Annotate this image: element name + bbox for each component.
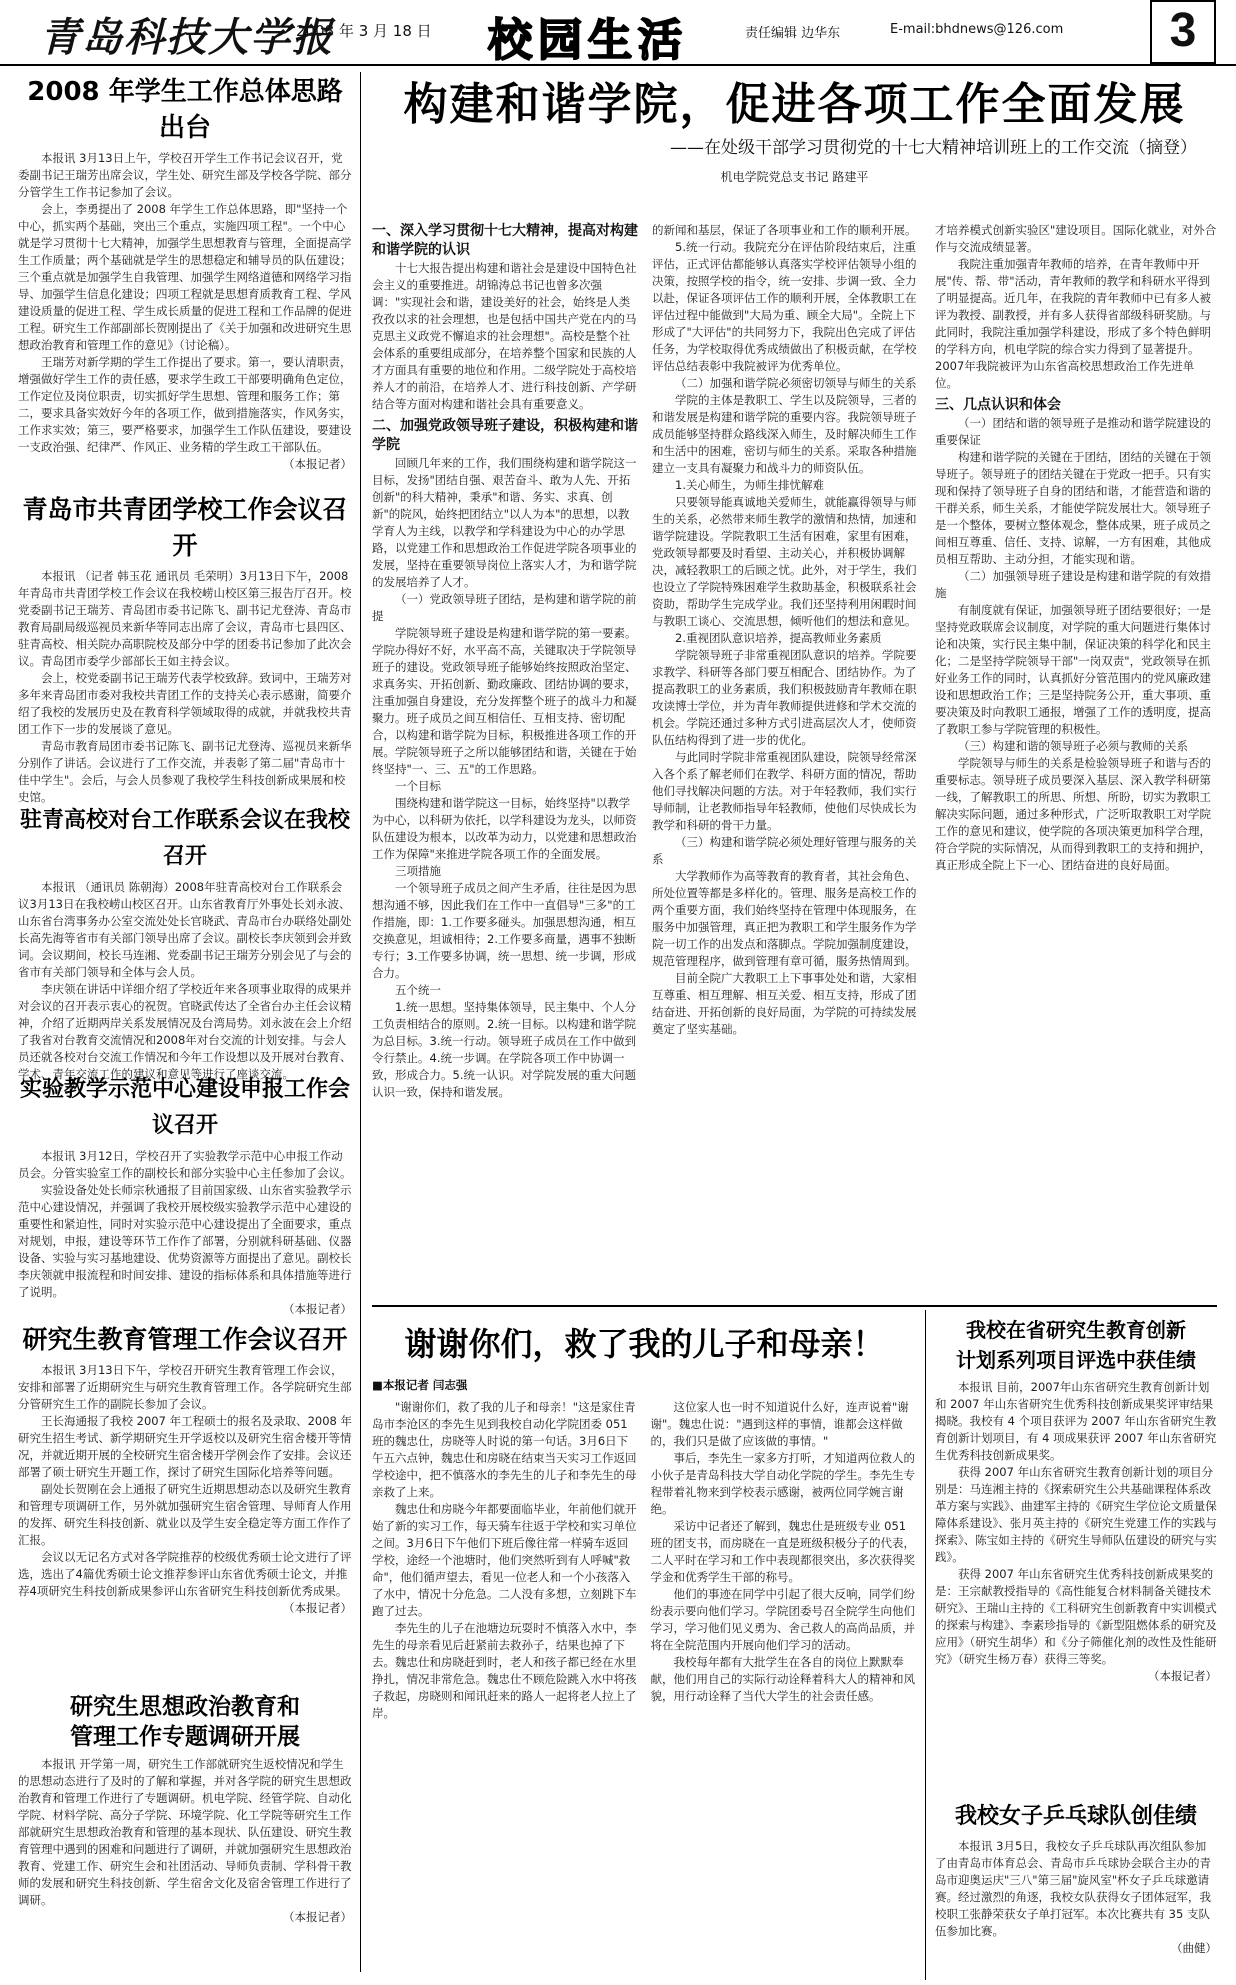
article-paragraph: 与此同时学院非常重视团队建设，院领导经常深入各个系了解老师们在教学、科研方面的情况，帮助他们寻找解决问题的方法。对于年轻教师，我们实行导师制，让老教师指导年轻教师，使他们尽快成长为教学和科研的骨干力量。	[652, 750, 917, 832]
article-paragraph: 1.关心师生，为师生排忧解难	[675, 478, 824, 492]
article-paragraph: 副处长贺刚在会上通报了研究生近期思想动态以及研究生教育和管理专项调研工作，另外就加强研究生宿舍管理、导师育人作用的发挥、研究生科技创新、就业以及学生安全稳定等方面工作作了汇报。	[18, 1482, 352, 1547]
reporter-credit: （本报记者）	[283, 1601, 352, 1615]
reporter-credit: （本报记者）	[283, 1302, 352, 1316]
page-number: 3	[1150, 0, 1216, 64]
article-paragraph: 事后，李先生一家多方打听，才知道两位救人的小伙子是青岛科技大学自动化学院的学生。李先生专程带着礼物来到学校表示感谢，被两位同学婉言谢绝。	[650, 1451, 915, 1516]
article-graduate-research	[18, 1692, 352, 1925]
article-paragraph: 会议以无记名方式对各学院推荐的校级优秀硕士论文进行了评选，选出了4篇优秀硕士论文推荐参评山东省优秀硕士论文，并推荐4项研究生科技创新成果参评山东省研究生科技创新优秀成果。	[18, 1550, 352, 1598]
editor-credit: 责任编辑 边华东	[745, 26, 841, 41]
article-paragraph: 五个统一	[395, 983, 441, 997]
article-paragraph: 学院领导与师生的关系是检验领导班子和谐与否的重要标志。领导班子成员要深入基层、深入教学科研第一线，了解教职工的所思、所想、所盼，切实为教职工解决实际问题，通过多种形式，广泛听取教职工对学院工作的意见和建议，使学院的各项决策更加科学合理，符合学院的实际情况，从而得到教职工的支持和拥护，真正形成全院上下一心、团结奋进的良好局面。	[935, 756, 1211, 872]
article-title: 研究生教育管理工作会议召开	[22, 1325, 348, 1354]
issue-date: 2008 年 3 月 18 日	[296, 22, 432, 40]
article-paragraph: 只要领导能真诚地关爱师生，就能赢得领导与师生的关系，必然带来师生教学的激情和热情，加速和谐学院建设。学院教职工生活有困难，家里有困难，党政领导都要及时看望、主动关心，并积极协调解决，减轻教职工的后顾之忧。此外，对于学生，我们也设立了学院特殊困难学生救助基金，积极联系社会资助，帮助学生完成学业。我们还坚持利用闲暇时间与教职工谈心、交流思想，倾听他们的想法和意见。	[652, 495, 917, 628]
column-rule	[925, 1310, 926, 1980]
article-paragraph: 围绕构建和谐学院这一目标，始终坚持"以教学为中心，以科研为依托，以学科建设为龙头，以师资队伍建设为根本，以改革为动力，以党建和思想政治工作为保障"来推进学院各项工作的全面发展。	[372, 796, 637, 861]
article-paragraph: 1.统一思想。坚持集体领导，民主集中、个人分工负责相结合的原则。2.统一目标。以构建和谐学院为总目标。3.统一行动。领导班子成员在工作中做到令行禁止。4.统一步调。在学院各项工作中协调一致，形成合力。5.统一认识。对学院发展的重大问题认识一致，保持和谐发展。	[372, 1000, 636, 1099]
article-paragraph: 这位家人也一时不知道说什么好，连声说着"谢谢"。魏忠仕说："遇到这样的事情，谁都会这样做的，我们只是做了应该做的事情。"	[650, 1400, 909, 1448]
article-paragraph: 有制度就有保证，加强领导班子团结要很好；一是坚持党政联席会议制度，对学院的重大问题进行集体讨论和决策，实行民主集中制，保证决策的科学化和民主化；二是坚持学院领导干部"一岗双责"，党政领导在抓好业务工作的同时，认真抓好分管范围内的党风廉政建设和思想政治工作；三是坚持院务公开，重大事项、重要决策及时向教职工通报，增强了工作的透明度，提高了教职工参与学院管理的积极性。	[935, 603, 1211, 736]
article-paragraph: 三项措施	[395, 864, 441, 878]
article-paragraph: 我校每年都有大批学生在各自的岗位上默默奉献，他们用自己的实际行动诠释着科大人的精神和风貌，用行动诠释了当代大学生的社会责任感。	[650, 1655, 915, 1703]
article-paragraph: 构建和谐学院的关键在于团结，团结的关键在于领导班子。领导班子的团结关键在于党政一把手。只有实现和保持了领导班子自身的团结和谐，才能营造和谐的干群关系，师生关系，才能使学院发展壮大。领导班子是一个整体，要树立整体观念，整体成果，班子成员之间相互尊重、信任、支持、谅解，一方有困难，其他成员相互帮助、主动分担，才能实现和谐。	[935, 450, 1211, 566]
article-paragraph: 学院的主体是教职工、学生以及院领导，三者的和谐发展是构建和谐学院的重要内容。我院领导班子成员能够坚持群众路线深入师生，及时解决师生工作和生活中的困难，密切与师生的关系。采取各种措施建立一支具有凝聚力和战斗力的师资队伍。	[652, 393, 917, 475]
article-title-line-2: 管理工作专题调研开展	[70, 1724, 300, 1750]
article-paragraph: 本报讯 目前，2007年山东省研究生教育创新计划和 2007 年山东省研究生优秀科技创新成果奖评审结果揭晓。我校有 4 个项目获评为 2007 年山东省研究生教育创新计划项目，有 4 项成果获评 2007 年山东省研究生优秀科技创新成果奖。	[935, 1380, 1217, 1462]
section-title: 校园生活	[488, 15, 688, 66]
article-paragraph: （三）构建和谐学院必须处理好管理与服务的关系	[652, 835, 917, 866]
lead-title: 构建和谐学院，促进各项工作全面发展	[403, 79, 1186, 130]
feature-byline: ■本报记者 闫志强	[372, 1378, 468, 1392]
horizontal-rule	[372, 1305, 1217, 1307]
article-paragraph: 本报讯 （通讯员 陈朝海）2008年驻青高校对台工作联系会议3月13日在我校崂山校区召开。山东省教育厅外事处长刘永波、山东省台湾事务办公室交流处处长官晓武、青岛市台办联络处副处长高先海等省市有关部门领导出席了会议。副校长李庆领到会并致词。会议期间，校长马连湘、党委副书记王瑞芳分别会见了与会的省市有关部门领导和全体与会人员。	[18, 880, 352, 979]
article-youth-league-meeting	[18, 492, 352, 806]
lead-column-1	[372, 222, 640, 1101]
article-paragraph: 本报讯 开学第一周，研究生工作部就研究生返校情况和学生的思想动态进行了及时的了解和掌握，并对各学院的研究生思想政治教育和管理工作进行了专题调研。机电学院、经管学院、自动化学院、材料学院、高分子学院、环境学院、化工学院等研究生工作部就研究生思想政治教育和管理的基本现状、队伍建设、研究生教育管理中遇到的困难和问题进行了调研，并就加强研究生思想政治教育、党建工作、研究生会和社团活动、导师负责制、学科骨干教师的发展和研究生科技创新、学生宿舍文化及宿舍管理工作进行了调研。	[18, 1757, 352, 1907]
article-paragraph: 学院领导班子建设是构建和谐学院的第一要素。学院办得好不好，水平高不高，关键取决于学院领导班子的建设。党政领导班子能够始终按照政治坚定、求真务实、开拓创新、勤政廉政、团结协调的要求，注重加强自身建设，充分发挥整个班子的战斗力和凝聚力。班子成员之间互相信任、互相支持、密切配合，以构建和谐学院为目标，积极推进各项工作的开展。学院领导班子之所以能够团结和谐，关键在于始终坚持"一、三、五"的工作思路。	[372, 626, 637, 776]
article-paragraph: 李先生的儿子在池塘边玩耍时不慎落入水中，李先生的母亲看见后赶紧前去救孙子，结果也掉了下去。魏忠仕和房晓赶到时，老人和孩子都已经在水里挣扎，情况非常危急。魏忠仕不顾危险跳入水中将孩子救起，房晓则和闻讯赶来的路人一起将老人拉上了岸。	[372, 1621, 637, 1720]
article-paragraph: "谢谢你们，救了我的儿子和母亲！"这是家住青岛市李沧区的李先生见到我校自动化学院团委 051 班的魏忠仕，房晓等人时说的第一句话。3月6日下午五六点钟，魏忠仕和房晓在结束当天实习工作返回学校途中，把不慎落水的李先生的儿子和李先生的母亲救了上来。	[372, 1400, 637, 1499]
section-heading: 一、深入学习贯彻十七大精神，提高对构建和谐学院的认识	[372, 223, 638, 258]
paper-name: 青岛科技大学报	[40, 14, 334, 61]
lead-column-3	[935, 222, 1217, 874]
article-title: 驻青高校对台工作联系会议在我校召开	[19, 808, 350, 869]
article-title-line-2: 计划系列项目评选中获佳绩	[956, 1348, 1196, 1372]
lead-column-2	[652, 222, 920, 1038]
article-paragraph: 本报讯 3月5日，我校女子乒乓球队再次组队参加了由青岛市体育总会、青岛市乒乓球协会联合主办的青岛市迎奥运庆"三八"第三届"旋风室"杯女子乒乓球邀请赛。经过激烈的角逐，我校女队获得女子团体冠军，我校职工张静荣获女子单打冠军。本次比赛共有 35 支队伍参加比赛。	[935, 1839, 1211, 1938]
article-paragraph: 本报讯 （记者 韩玉花 通讯员 毛荣明）3月13日下午，2008年青岛市共青团学校工作会议在我校崂山校区第三报告厅召开。校党委副书记王瑞芳、青岛团市委书记陈飞、副书记尤登涛、青岛市教育局副局级巡视员来新华等同志出席了会议，青岛市七县四区、驻青高校、相关院办高职院校及部分中学的团委书记参加了此次会议。青岛团市委学少部部长王如主持会议。	[18, 569, 352, 668]
article-title: 实验教学示范中心建设申报工作会议召开	[19, 1077, 350, 1138]
article-paragraph: 他们的事迹在同学中引起了很大反响，同学们纷纷表示要向他们学习。学院团委号召全院学生向他们学习，学习他们见义勇为、舍己救人的高尚品质，并将在全院范围内开展向他们学习的活动。	[650, 1587, 915, 1652]
section-heading: 三、几点认识和体会	[935, 397, 1061, 413]
article-title: 青岛市共青团学校工作会议召开	[22, 495, 348, 560]
article-paragraph: 学院领导班子非常重视团队意识的培养。学院要求教学、科研等各部门要互相配合、团结协作。为了提高教职工的业务素质，我们积极鼓励青年教师在职攻读博士学位，并为青年教师提供进修和学术交流的机会。学院还通过多种方式引进高层次人才，使师资队伍结构得到了进一步的优化。	[652, 648, 917, 747]
article-paragraph: （三）构建和谐的领导班子必须与教师的关系	[958, 739, 1188, 753]
article-title: 2008 年学生工作总体思路出台	[27, 77, 343, 143]
article-paragraph: 实验设备处处长师宗秋通报了目前国家级、山东省实验教学示范中心建设情况，并强调了我校开展校级实验教学示范中心建设的重要性和紧迫性，同时对实验示范中心建设提出了全面要求，重点对规划，申报，建设等环节工作作了部署，分别就科研基础、仪器设备、实验与实习基地建设、优势资源等方面提出了意见。副校长李庆领就申报流程和时间安排、建设的指标体系和具体措施等进行了说明。	[18, 1183, 352, 1299]
article-paragraph: 会上，校党委副书记王瑞芳代表学校致辞。致词中，王瑞芳对多年来青岛团市委对我校共青团工作的支持关心表示感谢，简要介绍了我校的发展历史及在教育科学领域取得的成就，并就我校共青团工作下一步的发展谈了意见。	[18, 671, 352, 736]
article-paragraph: （二）加强和谐学院必须密切领导与师生的关系	[675, 376, 917, 390]
reporter-credit: （本报记者）	[283, 1910, 352, 1924]
article-paragraph: 十七大报告提出构建和谐社会是建设中国特色社会主义的重要推进。胡锦涛总书记也曾多次强调："实现社会和谐，建设美好的社会，始终是人类孜孜以求的社会理想，也是包括中国共产党在内的马克思主义政党不懈追求的社会理想"。高校是整个社会体系的重要组成部分，在培养整个国家和民族的人才方面具有重要的地位和作用。二级学院处于高校培养人才的前沿，在培养人才、进行科技创新、产学研结合等方面对构建和谐社会具有重要意义。	[372, 261, 637, 411]
article-paragraph: 王瑞芳对新学期的学生工作提出了要求。第一，要认清职责，增强做好学生工作的责任感，要求学生政工干部要明确角色定位，工作定位及岗位职责，切实抓好学生思想、管理和服务工作；第二，要求具备实效好今年的各项工作，做到措施落实，作风务实，工作求实效；第三，要严格要求，加强学生工作队伍建设，要建设一支政治强、纪律严、作风正、业务精的学生政工干部队伍。	[18, 355, 352, 454]
article-paragraph: 2.重视团队意识培养，提高教师业务素质	[675, 631, 882, 645]
article-title-line-1: 我校在省研究生教育创新	[966, 1318, 1186, 1342]
article-taiwan-liaison-meeting	[18, 803, 352, 1083]
article-paragraph: 一个目标	[395, 779, 441, 793]
article-paragraph: （一）党政领导班子团结，是构建和谐学院的前提	[372, 592, 637, 623]
article-title: 我校女子乒乓球队创佳绩	[954, 1804, 1197, 1829]
article-paragraph: （二）加强领导班子建设是构建和谐学院的有效措施	[935, 569, 1211, 600]
article-paragraph: 会上，李勇提出了 2008 年学生工作总体思路，即"坚持一个中心，抓实两个基础，突出三个重点，实施四项工程"。一个中心就是学习贯彻十七大精神，加强学生思想教育与管理，全面提高学生工作质量；两个基础就是学生的思想稳定和辅导员的队伍建设；三个重点就是加强学生自我管理、加强学生网络道德和网络学习指导、加强学生信息化建设；四项工程就是思想育质教育工程、学风建设质量的促进工程、学生成长质量的促进工程和工作品牌的促进工程。研究生工作部副部长贺刚提出了《关于加强和改进研究生思想政治教育和管理工作的意见》（讨论稿）。	[18, 202, 352, 352]
article-paragraph: 李庆领在讲话中详细介绍了学校近年来各项事业取得的成果并对会议的召开表示衷心的祝贺。官晓武传达了全省台办主任会议精神，介绍了近期两岸关系发展情况及台湾局势。刘永波在会上介绍了我省对台教育交流情况和2008年对台交流的计划安排。与会人员还就各校对台交流工作情况和今年工作设想以及开展对台教育、学术、青年交流工作的建议和意见等进行了座谈交流。	[18, 982, 352, 1081]
column-rule	[360, 72, 361, 1972]
article-table-tennis	[935, 1800, 1217, 1956]
article-paragraph: 王长海通报了我校 2007 年工程硕士的报名及录取、2008 年研究生招生考试、新学期研究生开学返校以及研究生宿舍楼开等情况，并就近期开展的全校研究生宿舍楼开学例会作了安排。会议还部署了硕士研究生开题工作，探讨了研究生国际化培养等问题。	[18, 1414, 352, 1479]
lead-article-header	[372, 74, 1217, 185]
reporter-credit: （本报记者）	[1148, 1669, 1217, 1683]
lead-subtitle: ——在处级干部学习贯彻党的十七大精神培训班上的工作交流（摘登）	[670, 138, 1197, 158]
article-paragraph: 魏忠仕和房晓今年都要面临毕业，年前他们就开始了新的实习工作，每天骑车往返于学校和实习单位之间。3月6日下午他们下班后像往常一样骑车返回学校，途经一个池塘时，他们突然听到有人呼喊"救命"，他们循声望去，看见一位老人和一个小孩落入了水中，情况十分危急。二人没有多想，立刻跳下车跑了过去。	[372, 1502, 637, 1618]
article-paragraph: 回顾几年来的工作，我们围绕构建和谐学院这一目标，发扬"团结自强、艰苦奋斗、敢为人先、开拓创新"的科大精神，秉承"和谐、务实、求真、创新"的院风，始终把团结立"以人为本"的思想，以教学育人为主线，以教学和学科建设为中心的办学思路，以党建工作和思想政治工作促进学院各项事业的发展，坚持在重要领导岗位上落实人才，为和谐学院的发展培养了人才。	[372, 456, 637, 589]
article-paragraph: 我院注重加强青年教师的培养，在青年教师中开展"传、帮、带"活动，青年教师的教学和科研水平得到了明显提高。近几年，在我院的青年教师中已有多人被评为教授、副教授，并有多人获得省部级科研奖励。与此同时，我院注重加强学科建设，形成了多个特色鲜明的学科方向，机电学院的综合实力得到了显著提升。2007年我院被评为山东省高校思想政治工作先进单位。	[935, 257, 1211, 390]
article-title-line-1: 研究生思想政治教育和	[70, 1694, 300, 1720]
article-lab-center-meeting	[18, 1072, 352, 1317]
article-paragraph: 采访中记者还了解到，魏忠仕是班级专业 051 班的团支书，而房晓在一直是班级积极分子的代表，二人平时在学习和工作中表现都很突出，多次获得奖学金和优秀学生干部的称号。	[650, 1519, 915, 1584]
reporter-credit: （曲健）	[1171, 1941, 1217, 1955]
article-paragraph: 获得 2007 年山东省研究生教育创新计划的项目分别是：马连湘主持的《探索研究生公共基础课程体系改革方案与实践》、曲建军主持的《研究生学位论文质量保障体系建设》、张月英主持的《研究生党建工作的实践与探索》、陈宝如主持的《研究生导师队伍建设的研究与实践》。	[935, 1465, 1217, 1564]
article-paragraph: 本报讯 3月13日下午，学校召开研究生教育管理工作会议，安排和部署了近期研究生与研究生教育管理工作。各学院研究生部分管研究生工作的副院长参加了会议。	[18, 1363, 352, 1411]
article-student-work-plan	[18, 74, 352, 472]
article-paragraph: 大学教师作为高等教育的教育者，其社会角色、所处位置等都是多样化的。管理、服务是高校工作的两个重要方面，我们始终坚持在管理中体现服务，在服务中加强管理，真正把为教职工和学生服务作为学院一切工作的出发点和落脚点。学院加强制度建设，规范管理程序，做到管理有章可循，服务热情周到。	[652, 869, 917, 968]
article-paragraph: 5.统一行动。我院充分在评估阶段结束后，注重评估，正式评估都能够认真落实学校评估领导小组的决策，按照学校的指令，统一安排、步调一致、全力以赴，保证各项评估工作的顺利开展，全体教职工在评估过程中能做到"大局为重、顾全大局"。全院上下形成了"大评估"的共同努力下，我院出色完成了评估任务，为学校取得优秀成绩做出了积极贡献，在学校评估总结表彰中我院被评为优秀单位。	[652, 240, 917, 373]
feature-body	[372, 1399, 917, 1722]
article-paragraph: （一）团结和谐的领导班子是推动和谐学院建设的重要保证	[935, 416, 1211, 447]
section-heading: 二、加强党政领导班子建设，积极构建和谐学院	[372, 418, 638, 453]
article-paragraph: 一个领导班子成员之间产生矛盾，往往是因为思想沟通不够，因此我们在工作中一直倡导"三多"的工作措施，即：1.工作要多碰头。加强思想沟通，相互交换意见，坦诚相待；2.工作要多商量，遇事不独断专行；3.工作要多协调，统一思想、统一步调，形成合力。	[372, 881, 637, 980]
editor-email: E-mail:bhdnews@126.com	[890, 22, 1064, 37]
article-graduate-management-meeting	[18, 1322, 352, 1616]
reporter-credit: （本报记者）	[283, 457, 352, 471]
lead-author: 机电学院党总支书记 路建平	[720, 170, 869, 184]
feature-title: 谢谢你们，救了我的儿子和母亲！	[404, 1325, 885, 1363]
article-graduate-innovation-awards	[935, 1315, 1217, 1684]
article-paragraph: 才培养模式创新实验区"建设项目。国际化就业，对外合作与交流成绩显著。	[935, 223, 1217, 254]
article-paragraph: 目前全院广大教职工上下事事处处和谐，大家相互尊重、相互理解、相互关爱、相互支持，形成了团结奋进、开拓创新的良好局面，为学院的可持续发展奠定了坚实基础。	[652, 971, 917, 1036]
feature-article	[372, 1315, 917, 1722]
article-paragraph: 青岛市教育局团市委书记陈飞、副书记尤登涛、巡视员来新华分别作了讲话。会议进行了工作交流，并表彰了第二届"青岛市十佳中学生"。会后，与会人员参观了我校学生科技创新成果展和校史馆。	[18, 739, 352, 804]
article-paragraph: 本报讯 3月13日上午，学校召开学生工作书记会议召开，党委副书记王瑞芳出席会议，学生处、研究生部及学校各学院、部分分管学生工作书记参加了会议。	[18, 151, 352, 199]
article-paragraph: 获得 2007 年山东省研究生优秀科技创新成果奖的是：王宗献教授指导的《高性能复合材料制备关键技术研究》、王瑞山主持的《工科研究生创新教育中实训模式的探索与构建》、李素珍指导的《新型阻燃体系的研究及应用》（研究生胡华）和《分子筛催化剂的改性及性能研究》（研究生杨万春）获得三等奖。	[935, 1567, 1217, 1666]
masthead	[0, 0, 1236, 66]
article-paragraph: 的新闻和基层，保证了各项事业和工作的顺利开展。	[652, 223, 917, 237]
article-paragraph: 本报讯 3月12日，学校召开了实验教学示范中心申报工作动员会。分管实验室工作的副校长和部分实验中心主任参加了会议。	[18, 1149, 352, 1180]
